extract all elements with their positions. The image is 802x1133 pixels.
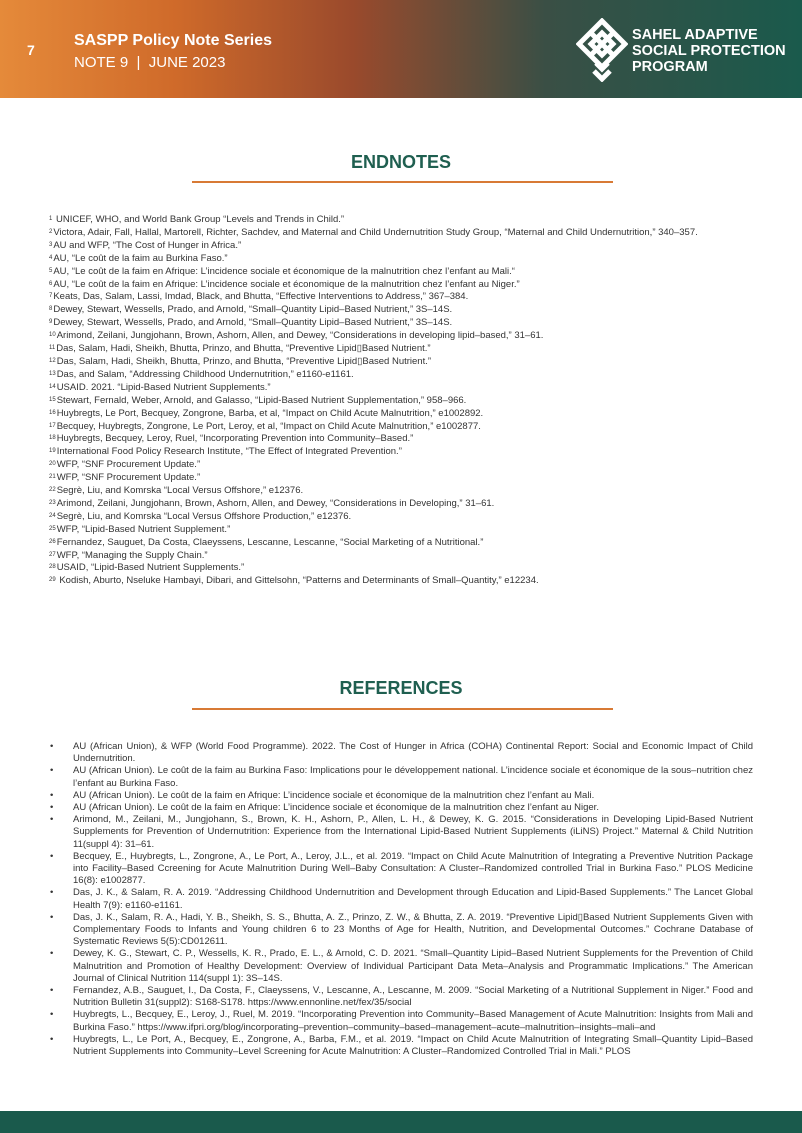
program-name <box>632 27 786 75</box>
endnote-number: 9 <box>49 319 53 326</box>
endnote-text: AU, “Le coût de la faim en Afrique: L’incidence sociale et économique de la malnutrition chez l’enfant au Mali.“ <box>53 265 515 277</box>
endnote-item <box>49 446 769 459</box>
reference-item <box>50 790 753 802</box>
endnote-text: USAID. 2021. “Lipid-Based Nutrient Supplements.” <box>56 381 271 393</box>
endnote-item <box>49 472 769 485</box>
bullet-icon: • <box>50 985 54 997</box>
endnote-number: 12 <box>49 357 56 364</box>
endnote-number: 25 <box>49 525 56 532</box>
endnote-text: Huybregts, Le Port, Becquey, Zongrone, Barba, et al, “Impact on Child Acute Malnutrition,” e1002892. <box>56 407 484 419</box>
endnote-number: 28 <box>49 564 56 571</box>
endnote-item <box>49 291 769 304</box>
reference-item <box>50 985 753 1009</box>
reference-item <box>50 814 753 851</box>
endnote-item <box>49 421 769 434</box>
bullet-icon: • <box>50 1033 54 1045</box>
endnote-text: AU, “Le coût de la faim en Afrique: L’incidence sociale et économique de la malnutrition chez l’enfant au Niger.” <box>53 278 520 290</box>
endnote-text: International Food Policy Research Institute, “The Effect of Integrated Prevention.” <box>56 446 402 458</box>
reference-text: AU (African Union). Le coût de la faim en Afrique: L’incidence sociale et économique de la malnutrition chez l’enfant au Mali. <box>73 789 595 801</box>
endnote-number: 15 <box>49 396 56 403</box>
endnote-number: 17 <box>49 422 56 429</box>
endnote-number: 22 <box>49 487 56 494</box>
bullet-icon: • <box>50 765 54 777</box>
bullet-icon: • <box>50 1009 54 1021</box>
endnote-number: 1 <box>49 216 53 222</box>
reference-text: Fernandez, A.B., Sauguet, I., Da Costa, F., Claeyssens, V., Lescanne, A., Lescanne, M. 2009. “Social Marketing of a Nutritional Supplement in Niger.” Food and Nutrition Bulletin 31(suppl2): S168-S178. https://www.ennonline.net/fex/35/social <box>73 985 753 1009</box>
endnote-number: 5 <box>49 267 53 274</box>
endnote-item <box>49 266 769 279</box>
program-line-3: PROGRAM <box>632 59 708 75</box>
endnote-text: Segrè, Liu, and Komrska “Local Versus Offshore Production,” e12376. <box>56 510 352 522</box>
endnote-item <box>49 485 769 498</box>
endnote-number: 19 <box>49 448 56 455</box>
reference-item <box>50 912 753 949</box>
endnote-number: 8 <box>49 306 53 313</box>
endnote-number: 23 <box>49 499 56 506</box>
endnote-number: 24 <box>49 512 56 519</box>
endnote-text: Keats, Das, Salam, Lassi, Imdad, Black, and Bhutta, “Effective Interventions to Address,” 367–384. <box>53 291 469 303</box>
reference-item <box>50 802 753 814</box>
endnote-item <box>49 356 769 369</box>
endnote-text: WFP, “SNF Procurement Update.” <box>56 472 201 484</box>
program-line-1: SAHEL ADAPTIVE <box>632 27 758 43</box>
endnote-text: Dewey, Stewart, Wessells, Prado, and Arnold, “Small–Quantity Lipid–Based Nutrient,” 3S–14S. <box>53 317 453 329</box>
endnote-text: WFP, “Managing the Supply Chain.” <box>56 549 208 561</box>
reference-text: Huybregts, L., Le Port, A., Becquey, E., Zongrone, A., Barba, F.M., et al. 2019. “Impact on Child Acute Malnutrition of Integrating Small–Quantity Lipid–Based Nutrient Supplements into Community–Level Screening for Acute Malnutrition: A Cluster–Randomized Controlled Trial in Mali.” PLOS <box>73 1033 753 1058</box>
endnote-item <box>49 304 769 317</box>
endnote-item <box>49 317 769 330</box>
bullet-icon: • <box>50 789 54 801</box>
endnotes-list <box>49 214 769 588</box>
endnote-text: Victora, Adair, Fall, Hallal, Martorell, Richter, Sachdev, and Maternal and Child Undernutrition Study Group, “Maternal and Child Undernutrition,” 340–357. <box>53 226 698 238</box>
endnote-item <box>49 433 769 446</box>
endnote-text: Arimond, Zeilani, Jungjohann, Brown, Ashorn, Allen, and Dewey, “Considerations in developing lipid–based,” 31–61. <box>56 330 544 342</box>
reference-item <box>50 948 753 985</box>
endnote-number: 27 <box>49 551 56 558</box>
reference-text: Das, J. K., & Salam, R. A. 2019. “Addressing Childhood Undernutrition and Development through Education and Lipid-Based Supplements.” The Lancet Global Health 7(9): e1160-e1161. <box>73 887 753 911</box>
endnote-item <box>49 498 769 511</box>
bullet-icon: • <box>50 948 54 960</box>
references-list <box>50 741 753 1058</box>
endnote-text: Das, Salam, Hadi, Sheikh, Bhutta, Prinzo, and Bhutta, “Preventive Lipid▯Based Nutrient.” <box>56 355 432 367</box>
endnote-number: 10 <box>49 332 56 339</box>
endnote-item <box>49 524 769 537</box>
bullet-icon: • <box>50 814 54 826</box>
endnote-number: 13 <box>49 370 56 377</box>
program-line-2: SOCIAL PROTECTION <box>632 43 786 59</box>
endnote-item <box>49 562 769 575</box>
endnote-text: Kodish, Aburto, Nseluke Hambayi, Dibari, and Gittelsohn, “Patterns and Determinants of Small–Quantity,” e12234. <box>56 575 539 587</box>
endnote-item <box>49 395 769 408</box>
endnote-item <box>49 511 769 524</box>
reference-item <box>50 1034 753 1058</box>
note-date: NOTE 9 | JUNE 2023 <box>74 54 226 71</box>
reference-text: Becquey, E., Huybregts, L., Zongrone, A., Le Port, A., Leroy, J.L., et al. 2019. “Impact on Child Acute Malnutrition of Integrating a Preventive Nutrition Package into Facility–Based Ccreening for Acute Malnutrition During Well–Baby Consultation: A Cluster–Randomized controlled Trial in Burkina Faso.” PLOS Medicine 16(8): e1002877. <box>73 850 753 887</box>
endnote-number: 20 <box>49 461 56 468</box>
endnote-text: Segrè, Liu, and Komrska “Local Versus Offshore,” e12376. <box>56 485 304 497</box>
endnote-item <box>49 253 769 266</box>
endnote-text: Huybregts, Becquey, Leroy, Ruel, “Incorporating Prevention into Community–Based.” <box>56 433 414 445</box>
endnote-item <box>49 369 769 382</box>
endnote-number: 3 <box>49 241 53 248</box>
endnote-number: 18 <box>49 435 56 442</box>
reference-text: AU (African Union). Le coût de la faim au Burkina Faso: Implications pour le développement national. L’incidence sociale et économique de la sous–nutrition chez l’enfant au Burkina Faso. <box>73 765 753 789</box>
bullet-icon: • <box>50 911 54 923</box>
endnote-number: 11 <box>49 345 56 352</box>
endnote-item <box>49 330 769 343</box>
endnote-number: 4 <box>49 254 53 261</box>
endnote-number: 7 <box>49 293 53 300</box>
endnote-text: Arimond, Zeilani, Jungjohann, Brown, Ashorn, Allen, and Dewey, “Considerations in Developing,” 31–61. <box>56 497 495 509</box>
reference-text: AU (African Union), & WFP (World Food Programme). 2022. The Cost of Hunger in Africa (COHA) Continental Report: Social and Economic Impact of Child Undernutrition. <box>73 741 753 765</box>
endnote-item <box>49 537 769 550</box>
reference-item <box>50 741 753 765</box>
endnotes-title: ENDNOTES <box>350 152 451 172</box>
endnote-number: 6 <box>49 280 53 287</box>
endnotes-divider <box>192 181 613 183</box>
endnote-item <box>49 227 769 240</box>
endnote-text: Dewey, Stewart, Wessells, Prado, and Arnold, “Small–Quantity Lipid–Based Nutrient,” 3S–14S. <box>53 304 453 316</box>
endnote-text: WFP, “SNF Procurement Update.” <box>56 459 201 471</box>
header-banner <box>0 0 802 98</box>
saspp-knot-logo-icon <box>576 18 628 82</box>
bullet-icon: • <box>50 802 54 814</box>
bullet-icon: • <box>50 850 54 862</box>
endnote-text: USAID, “Lipid-Based Nutrient Supplements.” <box>56 562 245 574</box>
page-number: 7 <box>27 42 35 58</box>
reference-text: Dewey, K. G., Stewart, C. P., Wessells, K. R., Prado, E. L., & Arnold, C. D. 2021. “Small–Quantity Lipid–Based Nutrient Supplements for the Prevention of Child Malnutrition and Promotion of Healthy Development: Overview of Individual Participant Data Meta–Analysis and Programmatic Implications.” The American Journal of Clinical Nutrition 114(suppl 1): 3S–14S. <box>73 948 753 984</box>
bullet-icon: • <box>50 887 54 899</box>
reference-text: Huybregts, L., Becquey, E., Leroy, J., Ruel, M. 2019. “Incorporating Prevention into Community–Based Management of Acute Malnutrition: Insights from Mali and Burkina Faso.” https://www.ifpri.org/blog/incorporating–prevention–community–based–management–acute–malnutrition–insights–mali–and <box>73 1009 753 1033</box>
endnote-number: 16 <box>49 409 56 416</box>
reference-item <box>50 1009 753 1033</box>
endnote-number: 2 <box>49 228 53 235</box>
endnote-text: Das, Salam, Hadi, Sheikh, Bhutta, Prinzo, and Bhutta, “Preventive Lipid▯Based Nutrient.” <box>56 343 431 355</box>
endnote-item <box>49 279 769 292</box>
endnote-text: Fernandez, Sauguet, Da Costa, Claeyssens, Lescanne, Lescanne, “Social Marketing of a Nutritional.” <box>56 536 484 548</box>
endnote-text: UNICEF, WHO, and World Bank Group “Levels and Trends in Child.” <box>53 214 345 225</box>
endnote-text: Stewart, Fernald, Weber, Arnold, and Galasso, “Lipid-Based Nutrient Supplementation,” 958–966. <box>56 394 467 406</box>
endnote-item <box>49 550 769 563</box>
endnote-number: 14 <box>49 383 56 390</box>
bullet-icon: • <box>50 741 54 752</box>
endnote-number: 29 <box>49 577 56 584</box>
endnote-text: Das, and Salam, “Addressing Childhood Undernutrition,” e1160-e1161. <box>56 368 354 380</box>
endnote-item <box>49 382 769 395</box>
references-title: REFERENCES <box>339 678 463 698</box>
endnote-number: 21 <box>49 474 56 481</box>
series-title: SASPP Policy Note Series <box>74 32 273 49</box>
endnote-item <box>49 408 769 421</box>
endnote-item <box>49 214 769 227</box>
reference-item <box>50 765 753 789</box>
endnote-text: AU, “Le coût de la faim au Burkina Faso.” <box>53 252 228 264</box>
endnote-text: WFP, “Lipid-Based Nutrient Supplement.” <box>56 523 231 535</box>
endnote-text: Becquey, Huybregts, Zongrone, Le Port, Leroy, et al, “Impact on Child Acute Malnutrition,” e1002877. <box>56 420 481 432</box>
endnote-text: AU and WFP, “The Cost of Hunger in Africa.” <box>53 239 242 251</box>
endnote-item <box>49 240 769 253</box>
endnote-number: 26 <box>49 538 56 545</box>
reference-item <box>50 851 753 888</box>
reference-item <box>50 887 753 911</box>
endnote-item <box>49 459 769 472</box>
reference-text: Das, J. K., Salam, R. A., Hadi, Y. B., Sheikh, S. S., Bhutta, A. Z., Prinzo, Z. W., & Bhutta, Z. A. 2019. “Preventive Lipid▯Based Nutrient Supplements Given with Complementary Foods to Infants and Young children 6 to 23 Months of Age for Health, Nutrition, and Developmental Outcomes.” Cochrane Database of Systematic Reviews 5(5):CD012611. <box>73 911 753 948</box>
reference-text: AU (African Union). Le coût de la faim en Afrique: L’incidence sociale et économique de la malnutrition chez l’enfant au Niger. <box>73 802 599 814</box>
endnote-item <box>49 343 769 356</box>
references-divider <box>192 708 613 710</box>
reference-text: Arimond, M., Zeilani, M., Jungjohann, S., Brown, K. H., Ashorn, P., Allen, L. H., & Dewey, K. G. 2015. “Considerations in Developing Lipid-Based Nutrient Supplements for Prevention of Undernutrition: Experience from the International Lipid-Based Nutrient Supplements (iLiNS) Project.” Maternal & Child Nutrition 11(suppl 4): 31–61. <box>73 814 753 850</box>
footer-bar <box>0 1111 802 1133</box>
endnote-item <box>49 575 769 588</box>
